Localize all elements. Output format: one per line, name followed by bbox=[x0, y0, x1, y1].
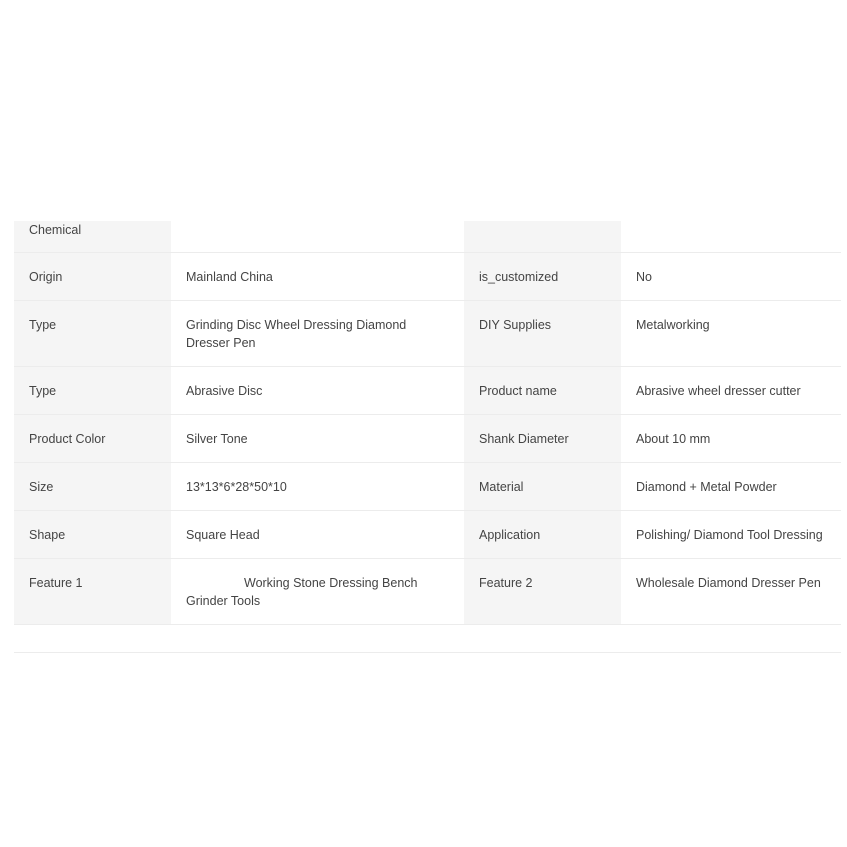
spec-row-origin bbox=[14, 253, 841, 301]
spec-key: Type bbox=[14, 301, 171, 367]
spec-key: Shank Diameter bbox=[464, 415, 621, 463]
spec-value: Abrasive wheel dresser cutter bbox=[621, 367, 841, 415]
spec-value bbox=[621, 221, 841, 253]
spec-value: Wholesale Diamond Dresser Pen bbox=[621, 559, 841, 625]
spec-row-feature bbox=[14, 559, 841, 625]
spec-key: Origin bbox=[14, 253, 171, 301]
spec-value: About 10 mm bbox=[621, 415, 841, 463]
spec-row-shape bbox=[14, 511, 841, 559]
spec-key: Shape bbox=[14, 511, 171, 559]
spec-value: No bbox=[621, 253, 841, 301]
spec-value: Silver Tone bbox=[171, 415, 464, 463]
spec-key: Type bbox=[14, 367, 171, 415]
spec-value: Square Head bbox=[171, 511, 464, 559]
spec-key: Feature 1 bbox=[14, 559, 171, 625]
product-spec-table bbox=[14, 221, 841, 625]
spec-value bbox=[171, 221, 464, 253]
spec-key: Size bbox=[14, 463, 171, 511]
spec-value: Grinding Disc Wheel Dressing Diamond Dresser Pen bbox=[171, 301, 464, 367]
spec-key: Application bbox=[464, 511, 621, 559]
spec-key: Chemical bbox=[14, 221, 171, 253]
spec-row-chemical bbox=[14, 221, 841, 253]
spec-key: Feature 2 bbox=[464, 559, 621, 625]
spec-value bbox=[171, 559, 464, 625]
spec-value: Metalworking bbox=[621, 301, 841, 367]
spec-value: Polishing/ Diamond Tool Dressing bbox=[621, 511, 841, 559]
section-divider bbox=[14, 652, 841, 653]
spec-row-type-2 bbox=[14, 367, 841, 415]
spec-key: Material bbox=[464, 463, 621, 511]
spec-key: Product Color bbox=[14, 415, 171, 463]
spec-key: is_customized bbox=[464, 253, 621, 301]
spec-row-type bbox=[14, 301, 841, 367]
spec-value-text: Working Stone Dressing Bench Grinder Tools bbox=[186, 576, 418, 608]
spec-value: Diamond + Metal Powder bbox=[621, 463, 841, 511]
spec-value: 13*13*6*28*50*10 bbox=[171, 463, 464, 511]
spec-key: DIY Supplies bbox=[464, 301, 621, 367]
spec-value: Abrasive Disc bbox=[171, 367, 464, 415]
spec-row-size bbox=[14, 463, 841, 511]
spec-row-product-color bbox=[14, 415, 841, 463]
spec-value: Mainland China bbox=[171, 253, 464, 301]
spec-key: Product name bbox=[464, 367, 621, 415]
spec-key bbox=[464, 221, 621, 253]
